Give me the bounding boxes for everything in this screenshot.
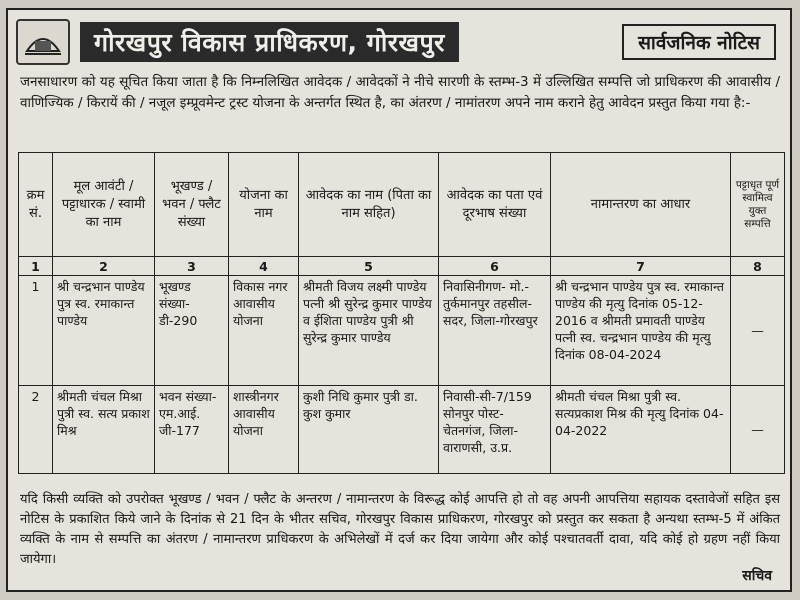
cell-sn: 1 — [19, 276, 53, 386]
cell-basis: श्री चन्द्रभान पाण्डेय पुत्र स्व. रमाकान्त पाण्डेय की मृत्यु दिनांक 05-12-2016 व श्रीमती प्रमावती पाण्डेय पत्नी स्व. चन्द्रभान पाण्डेय की मृत्यु दिनांक 08-04-2024 — [551, 276, 731, 386]
column-number: 4 — [229, 257, 299, 276]
cell-owner: श्रीमती चंचल मिश्रा पुत्री स्व. सत्य प्रकाश मिश्र — [53, 386, 155, 474]
cell-applicant: श्रीमती विजय लक्ष्मी पाण्डेय पत्नी श्री सुरेन्द्र कुमार पाण्डेय व ईशिता पाण्डेय पुत्री श्री सुरेन्द्र कुमार पाण्डेय — [299, 276, 439, 386]
cell-address: निवासी-सी-7/159 सोनपुर पोस्ट- चेतनगंज, जिला- वाराणसी, उ.प्र. — [439, 386, 551, 474]
table-row — [19, 386, 785, 474]
page-title: गोरखपुर विकास प्राधिकरण, गोरखपुर — [80, 22, 459, 62]
cell-basis: श्रीमती चंचल मिश्रा पुत्री स्व. सत्यप्रकाश मिश्र की मृत्यु दिनांक 04-04-2022 — [551, 386, 731, 474]
column-number: 5 — [299, 257, 439, 276]
cell-scheme: विकास नगर आवासीय योजना — [229, 276, 299, 386]
cell-sn: 2 — [19, 386, 53, 474]
cell-plot: भवन संख्या- एम.आई. जी-177 — [155, 386, 229, 474]
col-header-sn: क्रम सं. — [19, 153, 53, 257]
notice-label: सार्वजनिक नोटिस — [622, 24, 776, 60]
cell-address: निवासिनीगण- मो.-तुर्कमानपुर तहसील-सदर, जिला-गोरखपुर — [439, 276, 551, 386]
column-number: 6 — [439, 257, 551, 276]
col-header-plot: भूखण्ड / भवन / फ्लैट संख्या — [155, 153, 229, 257]
col-header-owner: मूल आवंटी / पट्टाधारक / स्वामी का नाम — [53, 153, 155, 257]
gda-emblem-icon — [16, 19, 70, 65]
col-header-basis: नामान्तरण का आधार — [551, 153, 731, 257]
column-number: 8 — [731, 257, 785, 276]
col-header-address: आवेदक का पता एवं दूरभाष संख्या — [439, 153, 551, 257]
column-number-row — [19, 257, 785, 276]
header — [16, 18, 782, 66]
col-header-leasehold: पट्टाधृत पूर्ण स्वामित्व युक्त सम्पत्ति — [731, 153, 785, 257]
cell-owner: श्री चन्द्रभान पाण्डेय पुत्र स्व. रमाकान्त पाण्डेय — [53, 276, 155, 386]
column-number: 1 — [19, 257, 53, 276]
table-header-row — [19, 153, 785, 257]
column-number: 7 — [551, 257, 731, 276]
cell-leasehold: — — [731, 386, 785, 474]
cell-applicant: कुशी निधि कुमार पुत्री डा. कुश कुमार — [299, 386, 439, 474]
intro-paragraph: जनसाधारण को यह सूचित किया जाता है कि निम्नलिखित आवेदक / आवेदकों ने नीचे सारणी के स्तम्भ-3 में उल्लिखित सम्पत्ति जो प्राधिकरण की आवासीय / वाणिज्यिक / किरायें की / नजूल इम्प्रूवमेन्ट ट्रस्ट योजना के अन्तर्गत स्थित है, का अंतरण / नामांतरण अपने नाम कराने हेतु आवेदन प्रस्तुत किया गया है:- — [20, 74, 780, 111]
applications-table — [18, 152, 785, 474]
table-row — [19, 276, 785, 386]
cell-plot: भूखण्ड संख्या- डी-290 — [155, 276, 229, 386]
objection-paragraph: यदि किसी व्यक्ति को उपरोक्त भूखण्ड / भवन / फ्लैट के अन्तरण / नामान्तरण के विरूद्ध कोई आपत्ति हो तो वह अपनी आपत्तिया सहायक दस्तावेजों सहित इस नोटिस के प्रकाशित किये जाने के दिनांक से 21 दिन के भीतर सचिव, गोरखपुर विकास प्राधिकरण, गोरखपुर को प्रस्तुत कर सकता है अन्यथा स्तम्भ-5 में अंकित व्यक्ति के नाम से सम्पत्ति का अंतरण / नामान्तरण प्राधिकरण के अभिलेखों में दर्ज कर दिया जायेगा और कोई पश्चातवर्ती दावा, यदि कोई हो ग्रहण नहीं किया जायेगा। — [20, 492, 780, 567]
cell-leasehold: — — [731, 276, 785, 386]
col-header-applicant: आवेदक का नाम (पिता का नाम सहित) — [299, 153, 439, 257]
signature-label: सचिव — [742, 568, 772, 584]
col-header-scheme: योजना का नाम — [229, 153, 299, 257]
notice-page — [6, 8, 792, 592]
column-number: 2 — [53, 257, 155, 276]
cell-scheme: शास्त्रीनगर आवासीय योजना — [229, 386, 299, 474]
column-number: 3 — [155, 257, 229, 276]
